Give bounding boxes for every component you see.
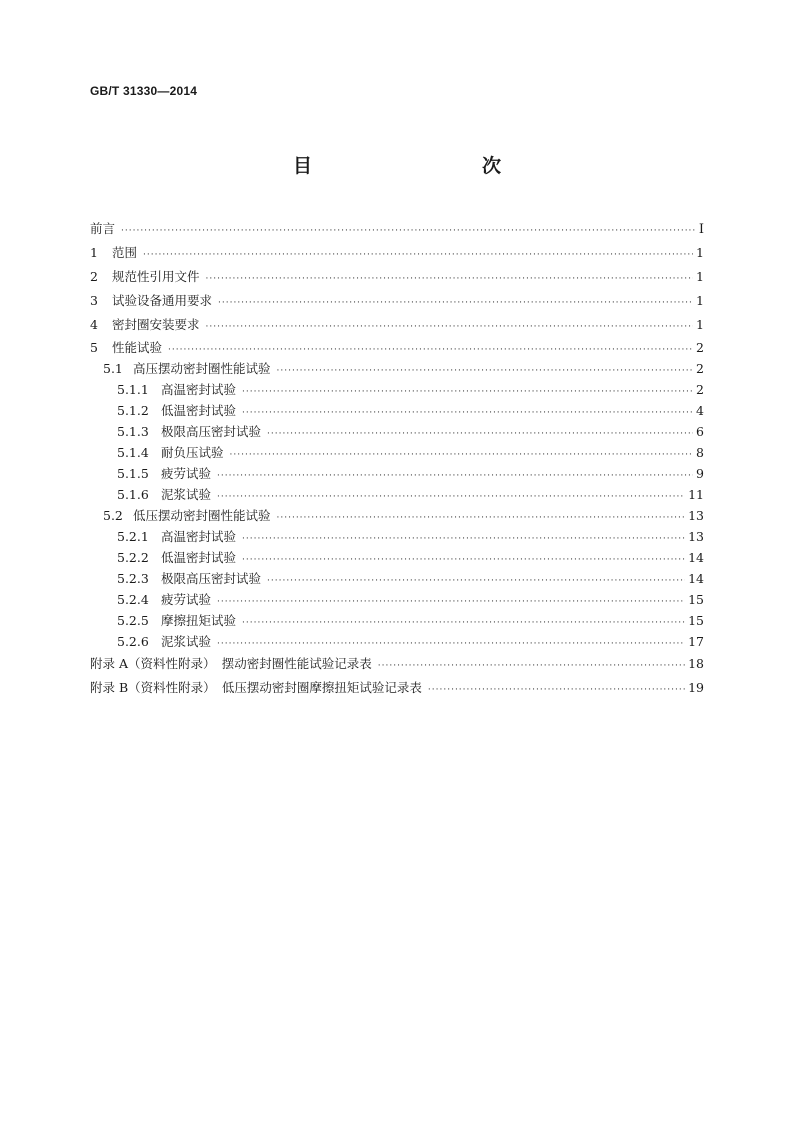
toc-entry-number: 5.2.2: [117, 550, 149, 565]
dot-leader: [242, 613, 685, 634]
toc-entry-label: 摩擦扭矩试验: [161, 613, 237, 628]
dot-leader: [242, 529, 685, 550]
toc-entry-label: 疲劳试验: [161, 466, 212, 481]
toc-entry-page: 4: [696, 403, 704, 418]
toc-entry-5-1[interactable]: [90, 358, 704, 379]
toc-entry-5-1-2[interactable]: [90, 400, 704, 421]
dot-leader: [267, 424, 693, 445]
dot-leader: [230, 445, 694, 466]
toc-entry-4[interactable]: [90, 313, 704, 337]
toc-entry-5-1-6[interactable]: [90, 484, 704, 505]
toc-entry-page: 2: [696, 361, 704, 376]
toc-entry-number: 5.2.5: [117, 613, 149, 628]
toc-entry-number: 5.1.2: [117, 403, 149, 418]
dot-leader: [277, 361, 694, 382]
toc-entry-label: 高温密封试验: [161, 382, 237, 397]
toc-entry-page: 15: [688, 613, 704, 628]
toc-entry-5-2[interactable]: [90, 505, 704, 526]
dot-leader: [217, 487, 685, 508]
toc-entry-5[interactable]: [90, 337, 704, 358]
toc-entry-page: 8: [696, 445, 704, 460]
toc-entry-label: 范围: [112, 245, 138, 260]
toc-entry-label: 极限高压密封试验: [161, 571, 262, 586]
toc-entry-5-2-6[interactable]: [90, 631, 704, 652]
toc-entry-5-1-1[interactable]: [90, 379, 704, 400]
toc-entry-label: 耐负压试验: [161, 445, 224, 460]
toc-entry-label: 性能试验: [112, 340, 163, 355]
toc-entry-number: 3: [90, 293, 98, 308]
toc-entry-page: 1: [696, 269, 704, 284]
toc-entry-appendix-b[interactable]: [90, 676, 704, 700]
toc-entry-number: 5.1.6: [117, 487, 149, 502]
dot-leader: [428, 678, 685, 702]
page-title: 目 次: [292, 155, 545, 177]
toc-entry-page: 15: [688, 592, 704, 607]
toc-entry-number: 5.2.6: [117, 634, 149, 649]
toc-entry-page: Ⅰ: [698, 222, 704, 237]
standard-code: GB/T 31330—2014: [90, 84, 198, 98]
table-of-contents: [90, 217, 704, 700]
toc-entry-5-2-2[interactable]: [90, 547, 704, 568]
toc-entry-number: 2: [90, 269, 98, 284]
dot-leader: [143, 243, 693, 267]
toc-entry-page: 13: [688, 529, 704, 544]
dot-leader: [242, 550, 685, 571]
toc-entry-label: 低温密封试验: [161, 403, 237, 418]
toc-entry-5-2-4[interactable]: [90, 589, 704, 610]
dot-leader: [242, 403, 693, 424]
toc-entry-5-2-5[interactable]: [90, 610, 704, 631]
toc-entry-label: 泥浆试验: [161, 487, 212, 502]
toc-entry-label: 泥浆试验: [161, 634, 212, 649]
toc-entry-label: 附录 A（资料性附录） 摆动密封圈性能试验记录表: [90, 656, 372, 671]
toc-entry-label: 高压摆动密封圈性能试验: [133, 361, 271, 376]
toc-entry-1[interactable]: [90, 241, 704, 265]
toc-entry-label: 试验设备通用要求: [112, 293, 213, 308]
dot-leader: [218, 291, 693, 315]
toc-entry-foreword[interactable]: [90, 217, 704, 241]
dot-leader: [267, 571, 685, 592]
toc-entry-number: 5.1: [103, 361, 123, 376]
toc-entry-label: 高温密封试验: [161, 529, 237, 544]
toc-entry-label: 低压摆动密封圈性能试验: [133, 508, 271, 523]
toc-entry-label: 附录 B（资料性附录） 低压摆动密封圈摩擦扭矩试验记录表: [90, 680, 422, 695]
toc-entry-5-2-1[interactable]: [90, 526, 704, 547]
toc-entry-page: 1: [696, 317, 704, 332]
toc-entry-label: 疲劳试验: [161, 592, 212, 607]
toc-entry-number: 5.1.4: [117, 445, 149, 460]
dot-leader: [277, 508, 686, 529]
toc-entry-page: 11: [688, 487, 704, 502]
toc-entry-page: 19: [688, 680, 704, 695]
toc-entry-number: 5.1.5: [117, 466, 149, 481]
toc-entry-5-1-5[interactable]: [90, 463, 704, 484]
toc-entry-number: 4: [90, 317, 98, 332]
toc-entry-page: 18: [688, 656, 704, 671]
toc-entry-number: 5: [90, 340, 98, 355]
dot-leader: [121, 219, 696, 243]
dot-leader: [217, 466, 693, 487]
toc-entry-number: 5.1.1: [117, 382, 149, 397]
toc-entry-label: 密封圈安装要求: [112, 317, 200, 332]
toc-entry-page: 1: [696, 245, 704, 260]
toc-entry-page: 6: [696, 424, 704, 439]
toc-entry-number: 5.2.1: [117, 529, 149, 544]
dot-leader: [242, 382, 693, 403]
toc-entry-2[interactable]: [90, 265, 704, 289]
toc-entry-5-1-3[interactable]: [90, 421, 704, 442]
toc-entry-page: 14: [688, 550, 704, 565]
toc-entry-page: 17: [688, 634, 704, 649]
toc-entry-number: 5.2.4: [117, 592, 149, 607]
toc-entry-label: 规范性引用文件: [112, 269, 200, 284]
toc-entry-3[interactable]: [90, 289, 704, 313]
toc-entry-label: 前言: [90, 221, 116, 236]
toc-entry-number: 5.1.3: [117, 424, 149, 439]
dot-leader: [378, 654, 685, 678]
dot-leader: [206, 267, 694, 291]
toc-entry-page: 14: [688, 571, 704, 586]
toc-entry-page: 1: [696, 293, 704, 308]
toc-entry-appendix-a[interactable]: [90, 652, 704, 676]
toc-entry-number: 5.2.3: [117, 571, 149, 586]
dot-leader: [217, 592, 685, 613]
toc-entry-page: 2: [696, 340, 704, 355]
toc-entry-number: 1: [90, 245, 98, 260]
toc-entry-5-1-4[interactable]: [90, 442, 704, 463]
toc-entry-label: 低温密封试验: [161, 550, 237, 565]
toc-entry-5-2-3[interactable]: [90, 568, 704, 589]
toc-entry-page: 2: [696, 382, 704, 397]
toc-entry-label: 极限高压密封试验: [161, 424, 262, 439]
toc-entry-page: 13: [688, 508, 704, 523]
toc-entry-page: 9: [696, 466, 704, 481]
dot-leader: [206, 315, 694, 339]
toc-entry-number: 5.2: [103, 508, 123, 523]
